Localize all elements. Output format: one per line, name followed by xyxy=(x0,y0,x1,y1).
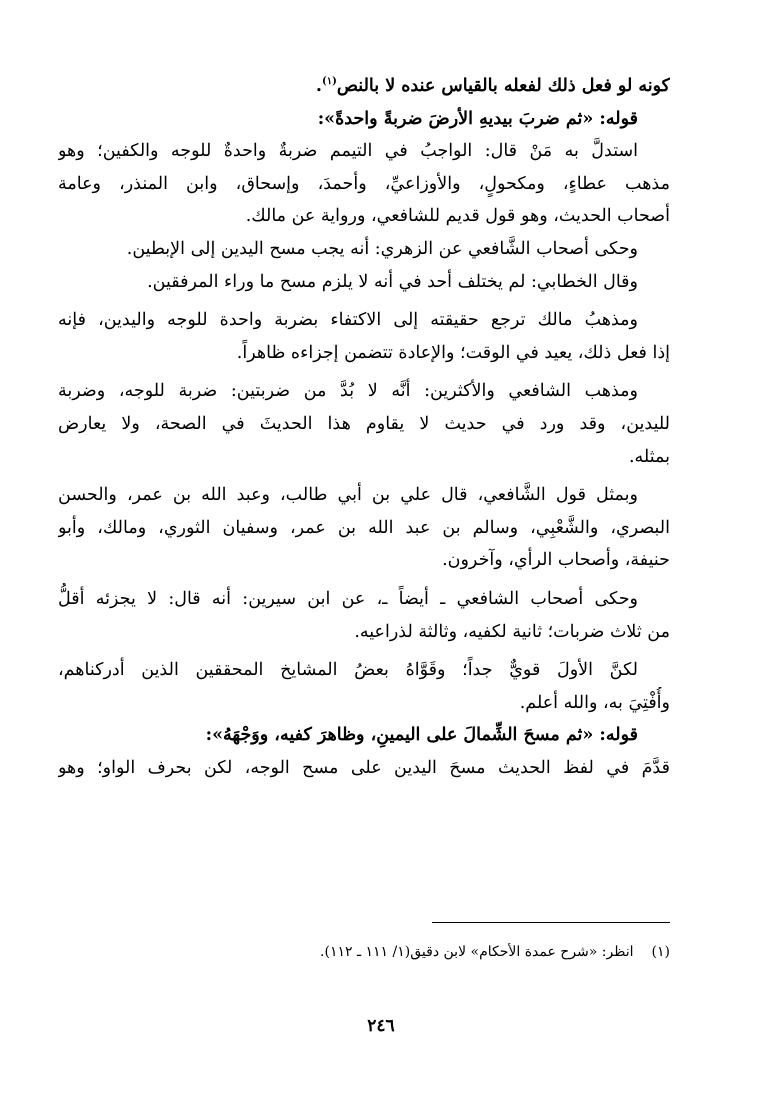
page-number: ٢٤٦ xyxy=(367,1016,395,1036)
footnote-reference: (١) xyxy=(322,76,337,88)
text-line: حنيفة، وأصحاب الرأي، وآخرون. xyxy=(442,550,670,571)
text-line xyxy=(58,70,670,103)
text-line: استدلَّ به مَنْ قال: الواجبُ في التيمم ضربةٌ واحدةٌ للوجه والكفين؛ وهو xyxy=(58,141,638,162)
text-line: ومذهبُ مالك ترجع حقيقته إلى الاكتفاء بضربة واحدة للوجه واليدين، فإنه xyxy=(58,310,638,331)
text-line: البصري، والشَّعْبِي، وسالم بن عبد الله بن عمر، وسفيان الثوري، ومالك، وأبو xyxy=(58,517,670,538)
text-line: إذا فعل ذلك، يعيد في الوقت؛ والإعادة تتضمن إجزاءه ظاهراً. xyxy=(236,342,670,363)
footnote-separator xyxy=(432,922,670,923)
text-line: وأُفْتِيَ به، والله أعلم. xyxy=(519,692,670,713)
text-line-heading: قوله: «ثم مسحَ الشِّمالَ على اليمينِ، وظاهرَ كفيه، ووَجْهَهُ»: xyxy=(205,725,638,746)
text-line: قدَّمَ في لفظ الحديث مسحَ اليدين على مسح الوجه، لكن بحرف الواو؛ وهو xyxy=(58,757,670,778)
text-line: لكنَّ الأولَ قويٌّ جداً؛ وقَوَّاهُ بعضُ المشايخ المحققين الذين أدركناهم، xyxy=(58,660,638,681)
text-line: مذهب عطاءٍ، ومكحولٍ، والأوزاعيِّ، وأحمدَ، وإسحاق، وابن المنذر، وعامة xyxy=(58,173,670,194)
text-line: لليدين، وقد ورد في حديث لا يقاوم هذا الحديثَ في الصحة، ولا يعارض xyxy=(58,413,670,434)
text-line: وحكى أصحاب الشَّافعي عن الزهري: أنه يجب مسح اليدين إلى الإبطين. xyxy=(126,238,638,259)
text-line: بمثله. xyxy=(628,446,670,467)
text-line: أصحاب الحديث، وهو قول قديم للشافعي، ورواية عن مالك. xyxy=(245,206,670,227)
body-text xyxy=(58,70,670,784)
text-line: ومذهب الشافعي والأكثرين: أنَّه لا بُدَّ من ضربتين: ضربة للوجه، وضربة xyxy=(58,381,638,402)
text-line-heading: قوله: «ثم ضربَ بيديهِ الأرضَ ضربةً واحدةً»: xyxy=(317,108,638,129)
line-text: كونه لو فعل ذلك لفعله بالقياس عنده لا بالنص xyxy=(336,76,670,96)
footnote-number: (١) xyxy=(651,944,670,960)
footnote-text: انظر: «شرح عمدة الأحكام» لابن دقيق(١/ ١١١ ـ ١١٢). xyxy=(320,944,634,960)
text-line: وبمثل قول الشَّافعي، قال علي بن أبي طالب، وعبد الله بن عمر، والحسن xyxy=(58,485,638,506)
text-line: وحكى أصحاب الشافعي ـ أيضاً ـ، عن ابن سيرين: أنه قال: لا يجزئه أقلُّ xyxy=(58,588,638,609)
text-line: من ثلاث ضربات؛ ثانية لكفيه، وثالثة لذراعيه. xyxy=(354,621,670,642)
footnote xyxy=(58,939,670,965)
text-line: وقال الخطابي: لم يختلف أحد في أنه لا يلزم مسح ما وراء المرفقين. xyxy=(147,271,638,292)
line-end: . xyxy=(315,76,322,96)
